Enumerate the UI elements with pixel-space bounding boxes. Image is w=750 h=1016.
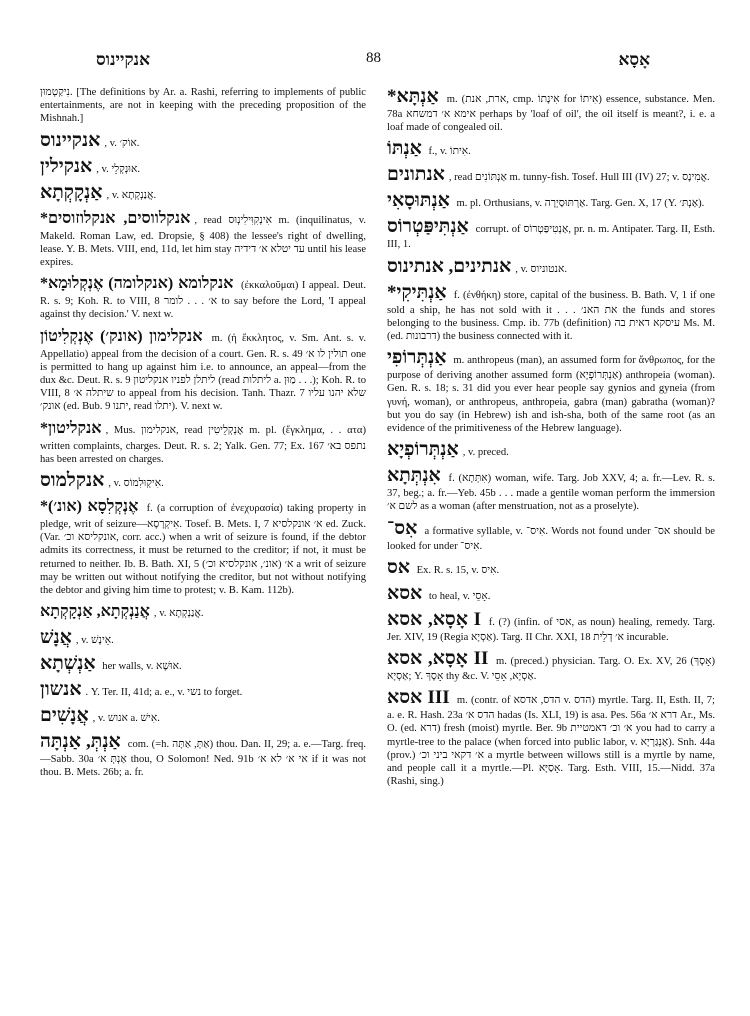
entry-text: m. pl. Orthusians, v. אַרְתּוּסַיְרָה. Targ. Gen. X, 17 (Y. אַנְתּ׳). — [453, 198, 705, 210]
entry — [387, 164, 715, 186]
headword: אנתונים — [387, 164, 445, 186]
headword: אָסָא, אסא I — [387, 608, 482, 630]
headword: אסא III — [387, 687, 450, 709]
entry — [40, 731, 366, 779]
entry — [387, 609, 715, 644]
headword: אַנְתְּרוֹפִי — [387, 347, 447, 369]
headword: *אַנְתִּיקִי — [387, 281, 447, 303]
entry-text: f. (?) (infin. of אסי, as noun) healing, remedy. Targ. Jer. XIV, 19 (Regia אַסְיָא). Targ. II Chr. XXI, 18 א׳ דְלֵית incurable. — [387, 616, 715, 643]
headword: אַנְתּוּסָאִי — [387, 190, 450, 212]
entry — [40, 705, 366, 727]
headword: אַנְשְׁתָא — [40, 653, 96, 675]
entry — [40, 418, 366, 466]
entry-text: to heal, v. אָסֵי. — [426, 590, 491, 602]
headword: אנקלמוס — [40, 470, 105, 492]
headword: אנתינים, אנתינוס — [387, 255, 512, 277]
entry-text: נִיקַטְמוּן. [The definitions by Ar. a. Rashi, referring to implements of public entertainments, are not in keeping with the preceding proposition of the Mishnah.] — [40, 87, 366, 125]
entry — [40, 86, 366, 126]
running-head-left: אנקיינוס — [96, 50, 151, 69]
entry-text: f. (אִתְּתָא) woman, wife. Targ. Job XXV, 4; a. fr.—Lev. R. s. 37, beg.; a. fr.—Yeb. 45b . . . made a gentile woman perform the immersion לשם א׳ as a woman (after menstruation, not as a proselyte). — [387, 473, 715, 513]
entry-text: , v. אֵינָשׁ. — [75, 635, 114, 647]
entry — [387, 648, 715, 683]
entry — [40, 496, 366, 597]
entry — [40, 273, 366, 321]
entry — [387, 465, 715, 513]
entry — [40, 653, 366, 675]
headword: אנשון — [40, 679, 82, 701]
headword: אִנְתְּתָא — [387, 465, 441, 487]
right-column — [387, 86, 715, 792]
headword: אֲנָשִׁים — [40, 705, 89, 727]
headword: *(אונ׳) אֶנְקְלִסָא — [40, 498, 139, 516]
entry-text: m. (contr. of הדס, אדסא v. הדס) myrtle. Targ. II, Esth. II, 7; a. e. R. Hash. 23a הדס א׳ hadas (Is. XLI, 19) is asa. Pes. 56a דרא א׳ Ar., Ms. O. (ed. דרא) fresh (moist) myrtle. Ber. 9b א׳ וכ׳ דאמטיית you had to carry a myrtle-tree to the palace (when forced into public labor, v. אַנְגַּרְיָא). Snh. 44a (prov.) א׳ דקאי ביני וכ׳ a myrtle between willows still is a myrtle by name, and people call it a myrtle.—Pl. אָסַיָּא. Targ. Esth. VIII, 15.—Nidd. 37a (Rashi, sing.) — [387, 695, 716, 788]
entry — [40, 679, 366, 701]
running-head-right: אָסָא — [618, 50, 650, 69]
entry — [387, 256, 715, 278]
entry — [387, 86, 715, 134]
headword: אַנְתְּרוֹפְיָא — [387, 439, 459, 461]
entry-text: her walls, v. אוּשָׁא. — [99, 661, 182, 673]
entry — [40, 627, 366, 649]
entry-text: , v. אֲנַנְקְתָא. — [153, 608, 204, 620]
headword: אַנְתּוֹ — [387, 138, 422, 160]
entry-text: , v. אנטוניוס. — [515, 263, 567, 275]
entry — [387, 439, 715, 461]
headword: *אנקלומא (אנקלומה) אֶנְקְלוּמָא — [40, 275, 234, 293]
headword: אַנְתְּ, אַנְתָּה — [40, 731, 121, 753]
headword: אסא — [387, 582, 423, 604]
entry-text: . Y. Ter. II, 41d; a. e., v. נשי to forget. — [85, 687, 243, 699]
entry — [387, 190, 715, 212]
entry-text: , v. אֲנַנְקְתָא. — [106, 189, 157, 201]
entry — [40, 470, 366, 492]
entry — [40, 182, 366, 204]
headword: אנקילין — [40, 155, 93, 177]
headword: *אנקלווסים, אנקלוזוסים — [40, 209, 191, 227]
entry-text: (ἐκκαλοῦμαι) I appeal. Deut. R. s. 9; Koh. R. to VIII, 8 א׳ . . . לומר to say before the Lord, 'I appeal against thy decision.' V. next w. — [40, 280, 367, 321]
entry-text: m. (ἡ ἔκκλητος, v. Sm. Ant. s. v. Appellatio) appeal from the decision of a court. Gen. R. s. 49 תולין לו א׳ one is permitted to hang up against him i.e. to announce, an appeal—from the dux &c. Deut. R. s. 9 ליתלן לפניו אנקליטון (read ליתלות a. מַוּן . . .); Koh. R. to VIII, 8 שיתלה א׳ to appeal from his decision. Tanh. Thazr. 7 שלא יהנו עליו אונק׳ (ed. Bub. 9 יתנו, read יתלו). V. next w. — [40, 332, 367, 413]
entry-text: Ex. R. s. 15, v. אִיס. — [414, 564, 500, 576]
entry-text: corrupt. of אַנְטִיפַּטְרוֹס, pr. n. m. Antipater. Targ. II, Esth. III, 1. — [387, 224, 715, 251]
entry — [387, 583, 715, 605]
entry-text: , read אִינְקִוִּילִינְוּס m. (inquilinatus, v. Makeld. Roman Law, ed. Dropsie, § 408) the lessee's right of dwelling, lease. Y. B. Mets. VIII, end, 11d, let him stay עד יטלא א׳ דידיה until his lease expires. — [40, 214, 367, 269]
page-number: 88 — [366, 50, 381, 66]
entry — [387, 216, 715, 251]
entry-text: , Mus. אנקלימון, read אֶנְקְלֵיטִין m. pl. (ἔγκλημα, . . ατα) written complaints, charges. Deut. R. s. 2; Yalk. Gen. 77; Ex. 167 נתפס בא׳ has been arrested on charges. — [40, 424, 366, 465]
entry-text: , v. preced. — [462, 447, 509, 459]
entry-text: m. (ארת, אנת, cmp. אִינָתוֹ for אִיתוֹ) essence, substance. Men. 78a אימא א׳ דמשחא perhaps by 'loaf of oil', the oil itself is meant?, i. e. a loaf made of congealed oil. — [387, 94, 715, 134]
headword: אִס־ — [387, 517, 418, 539]
headword: אַנְתִּיפַּטְרוֹס — [387, 216, 469, 238]
entry — [40, 208, 366, 270]
entry — [387, 687, 715, 788]
headword: אֲנָשׁ — [40, 627, 72, 649]
entry-text: , v. אנוש a. אִישׁ. — [92, 713, 160, 725]
entry-text: m. anthropeus (man), an assumed form for ἄνθρωπος, for the purpose of deriving another assumed form (אַנְתְּרוֹפְיָא) anthropeia (woman). Gen. R. s. 18; s. 31 did you ever hear people say gynios and gyneia (from γυνή, woman), or anthropeus, anthropeia, gabra (man) gabratha (woman)? but you do say (in Hebrew) ish and ish-sha, both of the same root (as an evidence of the primitiveness of the Hebrew language). — [387, 355, 715, 435]
entry-text: , v. אוֹק׳. — [104, 137, 140, 149]
headword: אנקלימון (אונק׳) אֶנְקְלִיטוֹן — [40, 327, 203, 345]
entry-text: com. (=h. אַתְּ, אַתָּה) thou. Dan. II, 29; a. e.—Targ. freq.—Sabb. 30a אַנְתְּ א׳ thou, O Solomon! Ned. 91b אי א׳ לא א׳ if it was not thou. B. Mets. 26b; a. fr. — [40, 739, 366, 779]
entry — [40, 326, 366, 414]
page-header — [40, 50, 710, 74]
entry — [387, 138, 715, 160]
entry-text: f., v. אִיתוֹ. — [425, 146, 471, 158]
headword: אֲנַנְקְתָא, אַנְקָקְתָא — [40, 603, 150, 621]
entry-text: f. (a corruption of ἐνεχυρασία) taking property in pledge, writ of seizure—אִיקְרָסָא. Tosef. B. Mets. I, 7 א׳ אונקלסיא ed. Zuck. (Var. אונקליסא וכ׳, corr. acc.) when a writ of seizure is found, if the debtor admits its correctness, it must be returned to the creditor; if not, it must be returned to neither. Ib. B. Bath. XI, 5 א׳ (אונ׳, אונקלסיא וכ׳) a writ of seizure may be written out without notifying the creditor, but not without notifying the debtor and giving him time to protest; v. B. Kam. 112b). — [40, 503, 367, 597]
headword: אָסָא, אסא II — [387, 648, 489, 670]
entry-text: , v. אִיקְוּלִמוֹס. — [108, 478, 164, 490]
entry-text: f. (ἐνθήκη) store, capital of the business. B. Bath. V, 1 if one sold a ship, he has not sold with it . . . את האנ׳ the funds and stores belonging to the business. Cmp. ib. 77b (definition) עיסקא דאית בה Ms. M. (ed. דרבונות) the business connected with it. — [387, 289, 716, 343]
entry-text: m. (preced.) physician. Targ. O. Ex. XV, 26 (אָסָךְ) אַסְיָא; Y. אָסָךְ thy &c. V. אַסְיָא, אָסֵי. — [387, 656, 715, 683]
left-column — [40, 86, 366, 784]
headword: אַנְקָקְתָא — [40, 181, 103, 203]
entry — [40, 601, 366, 623]
headword: אס — [387, 556, 411, 578]
headword: *אַנְתָּא — [387, 86, 439, 107]
entry — [387, 347, 715, 435]
entry-text: a formative syllable, v. אִיס־. Words not found under אס־ should be looked for under אִיס־. — [387, 525, 715, 552]
entry — [387, 518, 715, 553]
entry — [40, 130, 366, 152]
entry-text: , read אַנְתּוֹנִים m. tunny-fish. Tosef. Hull III (IV) 27; v. אֲמִינָס. — [448, 172, 710, 184]
entry — [40, 156, 366, 178]
entry — [387, 282, 715, 344]
headword: אנקיינוס — [40, 129, 101, 151]
entry-text: , v. אוּנְקְלֵי. — [96, 163, 141, 175]
entry — [387, 557, 715, 579]
headword: *אנקליטון — [40, 419, 102, 437]
